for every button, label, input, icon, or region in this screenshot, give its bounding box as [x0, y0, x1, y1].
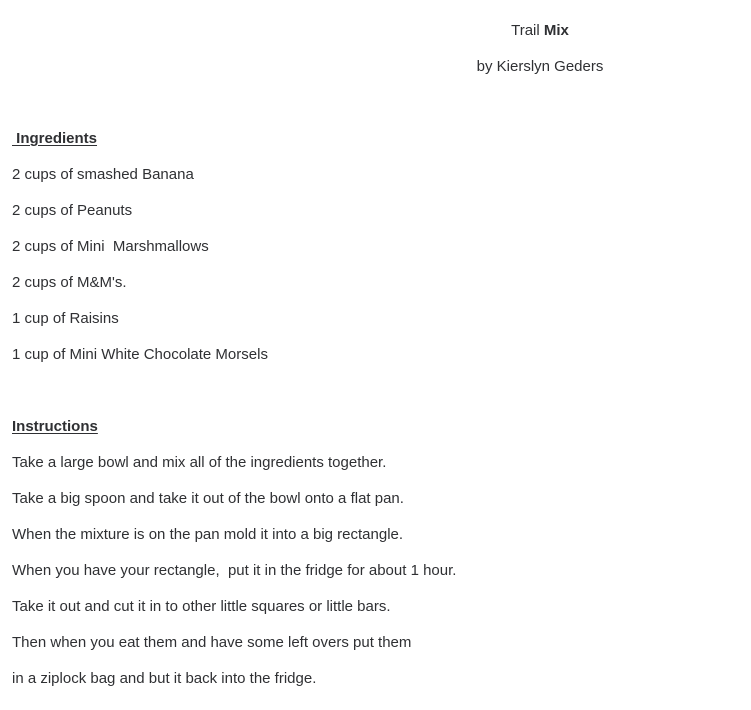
instruction-step: in a ziplock bag and but it back into the fridge.	[12, 670, 317, 687]
instructions-heading: Instructions	[12, 418, 98, 435]
ingredient-item: 2 cups of Peanuts	[12, 202, 133, 219]
instruction-step: Take a large bowl and mix all of the ingredients together.	[12, 454, 387, 471]
recipe-title	[0, 21, 751, 41]
recipe-author: by Kierslyn Geders	[476, 58, 604, 75]
instruction-step: When the mixture is on the pan mold it into a big rectangle.	[12, 526, 404, 543]
recipe-title-emphasis: Mix	[543, 22, 569, 39]
recipe-title-prefix: Trail	[511, 22, 544, 39]
instruction-step: Take it out and cut it in to other little squares or little bars.	[12, 598, 391, 615]
ingredient-item: 2 cups of Mini Marshmallows	[12, 238, 209, 255]
ingredients-heading: Ingredients	[12, 130, 98, 147]
instruction-step: Then when you eat them and have some left overs put them	[12, 634, 412, 651]
instruction-step: When you have your rectangle, put it in the fridge for about 1 hour.	[12, 562, 457, 579]
instruction-step: Take a big spoon and take it out of the bowl onto a flat pan.	[12, 490, 404, 507]
ingredient-item: 2 cups of smashed Banana	[12, 166, 194, 183]
ingredient-item: 2 cups of M&M's.	[12, 274, 127, 291]
ingredient-item: 1 cup of Raisins	[12, 310, 119, 327]
ingredient-item: 1 cup of Mini White Chocolate Morsels	[12, 346, 268, 363]
